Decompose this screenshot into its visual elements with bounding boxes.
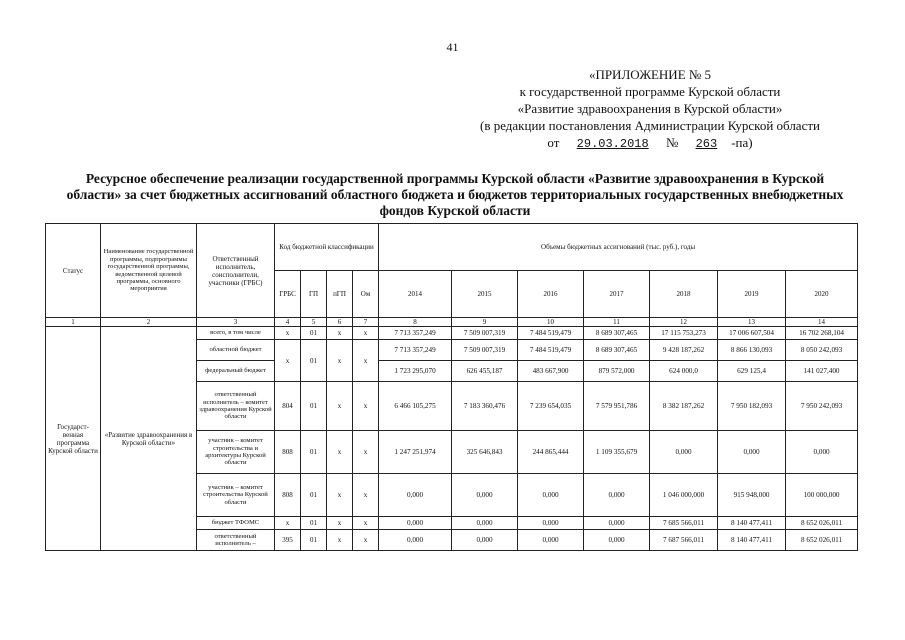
value-cell: 483 667,900 [518,361,584,382]
appendix-header [400,66,900,153]
code-gp-cell: 01 [301,530,327,551]
value-cell: 6 466 105,275 [379,382,452,431]
responsible-cell: областной бюджет [197,340,275,361]
code-gp-cell: 01 [301,340,327,382]
value-cell: 0,000 [518,530,584,551]
column-number: 8 [379,318,452,327]
value-cell: 16 702 268,104 [786,327,858,340]
code-om-cell: x [353,517,379,530]
column-number: 1 [46,318,101,327]
header-year-2016: 2016 [518,271,584,318]
code-pgp-cell: x [327,327,353,340]
page-number: 41 [446,40,459,54]
value-cell: 1 109 355,679 [584,431,650,474]
value-cell: 0,000 [718,431,786,474]
header-year-2018: 2018 [650,271,718,318]
status-cell: Государст-венная программа Курской области [46,327,101,551]
appendix-line-4: (в редакции постановления Администрации Курской области [479,118,820,133]
code-pgp-cell: x [327,474,353,517]
code-grbs-cell: x [275,327,301,340]
header-status: Статус [46,224,101,318]
code-om-cell: x [353,340,379,382]
code-grbs-cell: x [275,517,301,530]
value-cell: 915 948,000 [718,474,786,517]
value-cell: 0,000 [584,474,650,517]
appendix-number: 263 [695,137,718,151]
column-number: 13 [718,318,786,327]
code-om-cell: x [353,382,379,431]
header-code-pgp: пГП [327,271,353,318]
responsible-cell: ответственный исполнитель – комитет здравоохранения Курской области [197,382,275,431]
header-year-2014: 2014 [379,271,452,318]
responsible-cell: участник – комитет строительства и архитектуры Курской области [197,431,275,474]
code-om-cell: x [353,327,379,340]
value-cell: 7 685 566,011 [650,517,718,530]
value-cell: 7 509 007,319 [452,340,518,361]
header-code-om: Ом [353,271,379,318]
value-cell: 7 713 357,249 [379,340,452,361]
header-code-group: Код бюджетной классификации [275,224,379,271]
responsible-cell: федеральный бюджет [197,361,275,382]
header-volumes-group: Объемы бюджетных ассигнований (тыс. руб.), годы [379,224,858,271]
value-cell: 7 950 182,093 [718,382,786,431]
code-pgp-cell: x [327,431,353,474]
value-cell: 7 687 566,011 [650,530,718,551]
value-cell: 0,000 [786,431,858,474]
header-year-2020: 2020 [786,271,858,318]
code-grbs-cell: 395 [275,530,301,551]
value-cell: 8 140 477,411 [718,530,786,551]
value-cell: 100 000,000 [786,474,858,517]
value-cell: 7 484 519,479 [518,340,584,361]
appendix-line-1: «ПРИЛОЖЕНИЕ № 5 [588,67,712,82]
value-cell: 8 652 026,011 [786,517,858,530]
value-cell: 0,000 [518,474,584,517]
table-row [46,327,858,340]
value-cell: 17 115 753,273 [650,327,718,340]
header-name: Наименование государственной программы, подпрограммы государственной программы, ведомственной целевой программы, основного мероприятия [101,224,197,318]
value-cell: 8 050 242,093 [786,340,858,361]
column-number: 14 [786,318,858,327]
value-cell: 0,000 [584,530,650,551]
value-cell: 244 865,444 [518,431,584,474]
value-cell: 8 689 307,465 [584,327,650,340]
header-code-gp: ГП [301,271,327,318]
value-cell: 17 006 607,504 [718,327,786,340]
value-cell: 0,000 [452,474,518,517]
value-cell: 141 027,400 [786,361,858,382]
value-cell: 1 723 295,070 [379,361,452,382]
code-grbs-cell: x [275,340,301,382]
code-gp-cell: 01 [301,474,327,517]
value-cell: 8 382 187,262 [650,382,718,431]
responsible-cell: участник – комитет строительства Курской области [197,474,275,517]
value-cell: 7 239 654,035 [518,382,584,431]
header-year-2017: 2017 [584,271,650,318]
code-om-cell: x [353,474,379,517]
appendix-line-5 [400,134,900,153]
value-cell: 0,000 [452,517,518,530]
value-cell: 7 950 242,093 [786,382,858,431]
value-cell: 1 247 251,974 [379,431,452,474]
header-code-grbs: ГРБС [275,271,301,318]
appendix-number-sign: № [665,135,679,150]
column-number: 12 [650,318,718,327]
appendix-line-3: «Развитие здравоохранения в Курской области» [517,101,783,116]
responsible-cell: бюджет ТФОМС [197,517,275,530]
document-title: Ресурсное обеспечение реализации государственной программы Курской области «Развитие здравоохранения в Курской области» за счет бюджетных ассигнований областного бюджета и бюджетов территориальных государственных внебюджетных фондов Курской области [66,171,844,218]
code-pgp-cell: x [327,530,353,551]
code-pgp-cell: x [327,382,353,431]
value-cell: 0,000 [650,431,718,474]
code-gp-cell: 01 [301,327,327,340]
appendix-line-2: к государственной программе Курской области [519,84,781,99]
appendix-date-prefix: от [547,135,560,150]
code-grbs-cell: 808 [275,431,301,474]
value-cell: 7 579 951,786 [584,382,650,431]
column-number: 4 [275,318,301,327]
code-grbs-cell: 804 [275,382,301,431]
column-number: 7 [353,318,379,327]
code-gp-cell: 01 [301,517,327,530]
header-year-2019: 2019 [718,271,786,318]
value-cell: 0,000 [518,517,584,530]
value-cell: 0,000 [379,517,452,530]
value-cell: 879 572,000 [584,361,650,382]
code-om-cell: x [353,530,379,551]
column-number: 3 [197,318,275,327]
value-cell: 325 646,843 [452,431,518,474]
value-cell: 1 046 000,000 [650,474,718,517]
value-cell: 8 866 130,093 [718,340,786,361]
appendix-date: 29.03.2018 [576,137,649,151]
code-gp-cell: 01 [301,431,327,474]
responsible-cell: ответственный исполнитель – [197,530,275,551]
value-cell: 0,000 [452,530,518,551]
code-pgp-cell: x [327,340,353,382]
code-om-cell: x [353,431,379,474]
column-number-row [46,318,858,327]
value-cell: 8 652 026,011 [786,530,858,551]
program-name-cell: «Развитие здравоохранения в Курской области» [101,327,197,551]
value-cell: 0,000 [379,530,452,551]
value-cell: 7 713 357,249 [379,327,452,340]
appendix-suffix: -па) [731,135,753,150]
value-cell: 7 183 360,476 [452,382,518,431]
value-cell: 8 689 307,465 [584,340,650,361]
value-cell: 0,000 [379,474,452,517]
responsible-cell: всего, в том числе [197,327,275,340]
column-number: 9 [452,318,518,327]
value-cell: 7 484 519,479 [518,327,584,340]
column-number: 6 [327,318,353,327]
header-responsible: Ответственный исполнитель, соисполнители, участники (ГРБС) [197,224,275,318]
value-cell: 624 000,0 [650,361,718,382]
code-gp-cell: 01 [301,382,327,431]
value-cell: 629 125,4 [718,361,786,382]
column-number: 2 [101,318,197,327]
code-pgp-cell: x [327,517,353,530]
column-number: 11 [584,318,650,327]
value-cell: 9 428 187,262 [650,340,718,361]
value-cell: 7 509 007,319 [452,327,518,340]
code-grbs-cell: 808 [275,474,301,517]
column-number: 5 [301,318,327,327]
column-number: 10 [518,318,584,327]
budget-table [45,223,858,551]
header-year-2015: 2015 [452,271,518,318]
value-cell: 626 455,187 [452,361,518,382]
value-cell: 0,000 [584,517,650,530]
value-cell: 8 140 477,411 [718,517,786,530]
